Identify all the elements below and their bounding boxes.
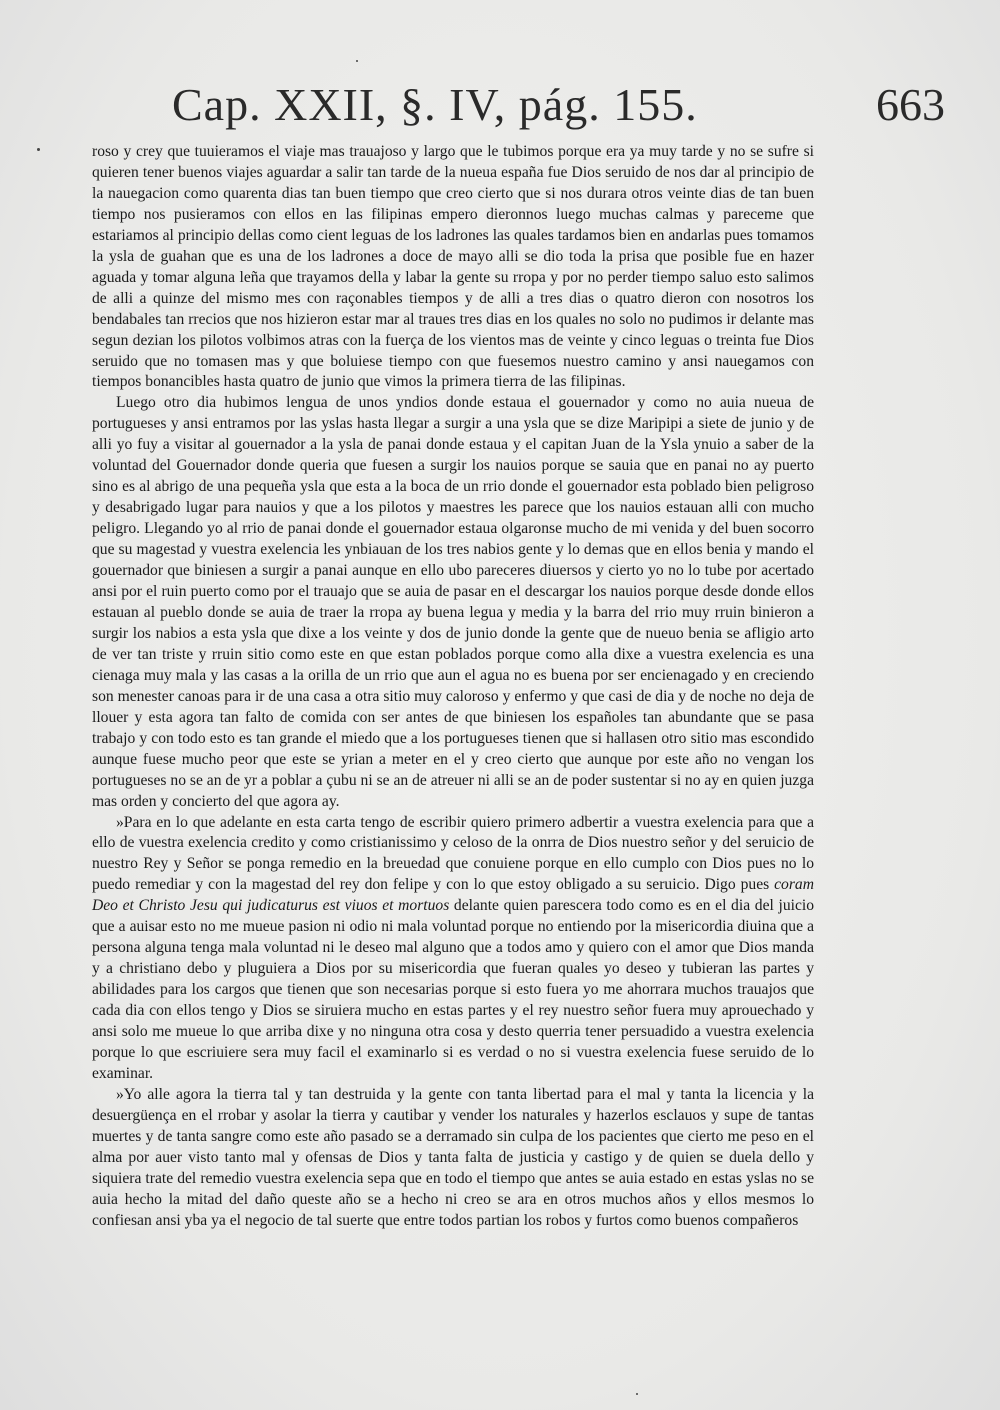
paper-speck xyxy=(37,148,40,151)
paragraph-3 xyxy=(92,813,814,1085)
running-head: Cap. XXII, §. IV, pág. 155. xyxy=(172,79,698,130)
body-text xyxy=(92,142,814,1232)
paper-speck xyxy=(636,1393,638,1395)
paragraph-1-text: roso y crey que tuuieramos el viaje mas trauajoso y largo que le tubimos porque era ya muy tarde y no se sufre si quieren tener buenos viajes aguardar a salir tan tarde de la nueua españa fue Dios seruido de nos dar al principio de la nauegacion como quarenta dias tan buen tiempo que creo cierto que si nos durara otros veinte dias de tan buen tiempo nos pusieramos con ellos en las filipinas empero dieronnos luego muchas calmas y pareceme que estariamos al principio dellas como cient leguas de los ladrones las quales tardamos bien en andarlas pues tomamos la ysla de guahan que es una de los ladrones a doce de mayo alli se dio toda la prisa que posible fue en hazer aguada y tomar alguna leña que trayamos della y labar la gente su rropa y por no perder tiempo saluo esto salimos de alli a quinze del mismo mes con raçonables tiempos y de alli a tres dias o quatro dieron con nosotros los bendabales tan rrecios que nos hizieron estar mar al traues tres dias en los quales no solo no pudimos ir delante mas segun dezian los pilotos volbimos atras con la fuerça de los vientos mas de veinte y cinco leguas o treinta fue Dios seruido que no tomasen mas y que boluiese tiempo con que fuesemos nuestro camino y ansi nauegamos con tiempos bonancibles hasta quatro de junio que vimos la primera tierra de las filipinas. xyxy=(92,143,814,391)
paragraph-4 xyxy=(92,1085,814,1232)
paragraph-2-text: Luego otro dia hubimos lengua de unos yndios donde estaua el gouernador y como no auia nueua de portugueses y ansi entramos por las yslas hasta llegar a surgir a una ysla que se dize Maripipi a siete de junio y de alli yo fuy a visitar al gouernador a la ysla de panai donde estaua y el capitan Juan de la Ysla ynuio a saber de la voluntad del Gouernador donde queria que fuesen a surgir los nauios porque se sauia que en panai no ay puerto sino es al abrigo de una pequeña ysla que esta a la boca de un rrio donde el gouernador esta poblado bien peligroso y desabrigado lugar para nauios y que a los pilotos y maestres les parece que los nauios estauan alli con mucho peligro. Llegando yo al rrio de panai donde el gouernador estaua olgaronse mucho de mi venida y del buen socorro que su magestad y vuestra exelencia les ynbiauan de los tres nabios gente y lo demas que en ellos benia y mando el gouernador que biniesen a surgir a panai aunque en ello ubo pareceres diuersos y cierto yo no lo tube por acertado ansi por el ruin puerto como por el trauajo que se auia de pasar en el descargar los nauios porque desde donde ellos estauan al pueblo donde se auia de traer la rropa ay buena legua y media y la barra del rrio muy rruin binieron a surgir los nabios a esta ysla que dixe a los veinte y dos de junio donde la gente que de nueuo benia se afligio arto de ver tan triste y rruin sitio como este en que estan poblados porque como alla dixe a vuestra exelencia es una cienaga muy mala y las casas a la orilla de un rrio que aun el agua no es buena por ser encienagado y en creciendo son menester canoas para ir de una casa a otra sitio muy caloroso y enfermo y que casi de dia y de noche no deja de llouer y esta agora tan falto de comida con ser antes de que biniesen los españoles tan abundante que se pasa trabajo y con todo esto es tan grande el miedo que a los portugueses tienen que si hallasen otro sitio mas escondido aunque fuese mucho peor que este se yrian a meter en el y creo cierto que aunque por este año no vengan los portugueses no se an de yr a poblar a çubu ni se an de atreuer ni alli se an de poder sustentar si no ay en quien juzga mas orden y concierto del que agora ay. xyxy=(92,394,814,810)
paragraph-1 xyxy=(92,142,814,393)
page-number: 663 xyxy=(876,79,945,130)
paragraph-3-text-a: »Para en lo que adelante en esta carta tengo de escribir quiero primero adbertir a vuestra exelencia para que a ello de vuestra exelencia credito y como cristianissimo y celoso de la onrra de Dios nuestro señor y del seruicio de nuestro Rey y Señor se ponga remedio en la breuedad que conuiene porque en ello cumplo con Dios pues no lo puedo remediar y con la magestad del rey don felipe y con lo que estoy obligado a su seruicio. Digo pues xyxy=(92,813,814,894)
paragraph-2 xyxy=(92,393,814,812)
paragraph-3-text-b: delante quien parescera todo como es en el dia del juicio que a auisar esto no me mueue pasion ni odio ni mala voluntad porque no entiendo por la misericordia diuina que a persona alguna tenga mala voluntad ni le deseo mal alguno que a todos amo y quiero con el amor que Dios manda y a christiano debo y pluguiera a Dios por su misericordia que fueran quales yo deseo y tubieran las partes y abilidades para los cargos que tienen que son necesarias porque si esto fuera yo me ahorrara muchos trauajos que cada dia con ellos tengo y Dios se siruiera mucho en estas partes y el rey nuestro señor fuera muy aprouechado y ansi solo me mueue lo que arriba dixe y no ninguna otra cosa y desto querria tener persuadido a vuestra exelencia porque lo que escriuiere sera muy facil el examinarlo si es verdad o no si vuestra exelencia fuese seruido de lo examinar. xyxy=(92,897,814,1082)
page-header xyxy=(0,78,1000,138)
paper-speck xyxy=(356,60,358,62)
latin-quotation: coram Deo et Christo Jesu qui judicaturus est viuos et mortuos xyxy=(92,876,814,915)
paragraph-4-text: »Yo alle agora la tierra tal y tan destruida y la gente con tanta libertad para el mal y tanta la licencia y la desuergüença en el rrobar y asolar la tierra y cautibar y vender los naturales y hazerlos esclauos y supe de tantas muertes y de tanta sangre como este año pasado se a derramado sin culpa de los pacientes que cierto me peso en el alma por auer visto tanto mal y ofensas de Dios y tanta falta de justicia y castigo y de quien se duela dello y siquiera trate del remedio vuestra exelencia sepa que en todo el tiempo que antes se auia estado en estas yslas no se auia hecho la mitad del daño queste año se a hecho ni creo se ara en otros muchos años y ellos mesmos lo confiesan ansi yba ya el negocio de tal suerte que entre todos partian los robos y furtos como buenos compañeros xyxy=(92,1085,814,1229)
